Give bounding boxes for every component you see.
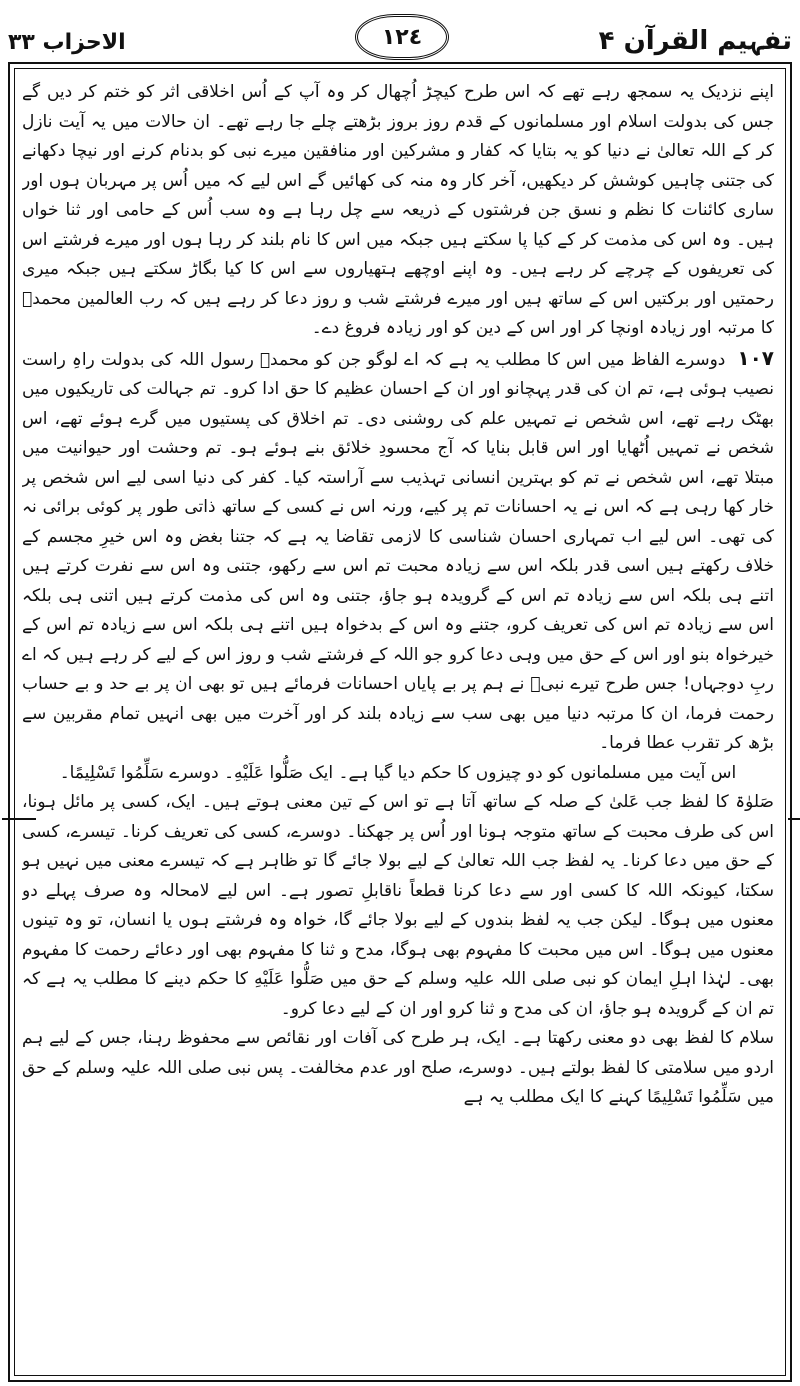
page-number: ١٢٤	[381, 24, 423, 50]
commentary-body	[22, 78, 774, 1368]
margin-marker-right	[788, 818, 800, 820]
page-number-badge	[355, 14, 449, 60]
paragraph-intro: اپنے نزدیک یہ سمجھ رہے تھے کہ اس طرح کیچڑ اُچھال کر وہ آپ کے اُس اخلاقی اثر کو ختم کر دیں گے جس کی بدولت اسلام اور مسلمانوں کے قدم روز بروز بڑھتے چلے جا رہے تھے۔ ان حالات میں یہ آیت نازل کر کے اللہ تعالیٰ نے دنیا کو یہ بتایا کہ کفار و مشرکین اور منافقین میرے نبی کو بدنام کرنے اور نیچا دکھانے کی جتنی چاہیں کوشش کر دیکھیں، آخر کار وہ منہ کی کھائیں گے اس لیے کہ میں اُس پر مہربان ہوں اور ساری کائنات کا نظم و نسق جن فرشتوں کے ذریعہ سے چل رہا ہے وہ سب اُس کے حامی اور ثنا خواں ہیں۔ وہ اس کی مذمت کر کے کیا پا سکتے ہیں جبکہ میں اس کا نام بلند کر رہا ہوں اور میرے فرشتے اس کی تعریفوں کے چرچے کر رہے ہیں۔ وہ اپنے اوچھے ہتھیاروں سے اس کا کیا بگاڑ سکتے ہیں جبکہ میری رحمتیں اور برکتیں اس کے ساتھ ہیں اور میرے فرشتے شب و روز دعا کر رہے ہیں کہ رب العالمین محمدؐ کا مرتبہ اور زیادہ اونچا کر اور اس کے دین کو اور زیادہ فروغ دے۔	[22, 82, 774, 338]
book-title: تفہیم القرآن ۴	[598, 26, 792, 56]
verse-instruction-line: اس آیت میں مسلمانوں کو دو چیزوں کا حکم دیا گیا ہے۔ ایک صَلُّوا عَلَيْهِ۔ دوسرے سَلِّمُوا تَسْلِيمًا۔	[59, 762, 737, 783]
footnote-107	[22, 344, 774, 759]
page-header	[0, 0, 800, 62]
footnote-text: دوسرے الفاظ میں اس کا مطلب یہ ہے کہ اے لوگو جن کو محمدؐ رسول اللہ کی بدولت راہِ راست نصیب ہوئی ہے، تم ان کی قدر پہچانو اور ان کے احسان عظیم کا حق ادا کرو۔ تم جہالت کی تاریکیوں میں بھٹک رہے تھے، اس شخص نے تمہیں علم کی روشنی دی۔ تم اخلاق کی پستیوں میں گرے ہوئے تھے، اس شخص نے تمہیں اُٹھایا اور اس قابل بنایا کہ آج محسودِ خلائق بنے ہوئے ہو۔ تم وحشت اور حیوانیت میں مبتلا تھے، اس شخص نے تم کو بہترین انسانی تہذیب سے آراستہ کیا۔ کفر کی دنیا اسی لیے اس شخص پر خار کھا رہی ہے کہ اس نے یہ احسانات تم پر کیے، ورنہ اس نے کسی کے ساتھ ذاتی طور پر کوئی برائی نہ کی تھی۔ اس لیے اب تمہاری احسان شناسی کا لازمی تقاضا یہ ہے کہ جتنا بغض وہ اس خیرِ مجسم کے خلاف رکھتے ہیں اسی قدر بلکہ اس سے زیادہ محبت تم اس سے رکھو، جتنی وہ اس سے نفرت کرتے ہیں اتنے ہی بلکہ اس سے زیادہ تم اس کے گرویدہ ہو جاؤ، جتنی وہ اس کی مذمت کرتے ہیں اتنی ہی بلکہ اس سے زیادہ تم اس کی تعریف کرو، جتنے وہ اس کے بدخواہ ہیں اتنے ہی بلکہ اس سے زیادہ تم اس کے خیرخواہ بنو اور اس کے حق میں وہی دعا کرو جو اللہ کے فرشتے شب و روز اس کے لیے کر رہے ہیں کہ اے ربِ دوجہاں! جس طرح تیرے نبیؐ نے ہم پر بے پایاں احسانات فرمائے ہیں تو بھی ان پر بے حد و بے حساب رحمت فرما، ان کا مرتبہ دنیا میں بھی سب سے زیادہ بلند کر اور آخرت میں بھی انہیں تمام مقربین سے بڑھ کر تقرب عطا فرما۔	[22, 349, 774, 753]
paragraph-salat: صَلوٰۃ کا لفظ جب عَلیٰ کے صلہ کے ساتھ آتا ہے تو اس کے تین معنی ہوتے ہیں۔ ایک، کسی پر مائل ہونا، اس کی طرف محبت کے ساتھ متوجہ ہونا اور اُس پر جھکنا۔ دوسرے، کسی کی تعریف کرنا۔ تیسرے، کسی کے حق میں دعا کرنا۔ یہ لفظ جب اللہ تعالیٰ کے لیے بولا جائے گا تو ظاہر ہے کہ تیسرے معنی میں نہیں ہو سکتا، کیونکہ اللہ کا کسی اور سے دعا کرنا قطعاً ناقابلِ تصور ہے۔ اس لیے لامحالہ وہ صرف پہلے دو معنوں میں ہوگا۔ لیکن جب یہ لفظ بندوں کے لیے بولا جائے گا، خواہ وہ فرشتے ہوں یا انسان، تو وہ تینوں معنوں میں ہوگا۔ اس میں محبت کا مفہوم بھی ہوگا، مدح و ثنا کا مفہوم بھی اور دعائے رحمت کا مفہوم بھی۔ لہٰذا اہلِ ایمان کو نبی صلی اللہ علیہ وسلم کے حق میں صَلُّوا عَلَيْهِ کا حکم دینے کا مطلب یہ ہے کہ تم ان کے گرویدہ ہو جاؤ، ان کی مدح و ثنا کرو اور ان کے لیے دعا کرو۔	[22, 792, 774, 1019]
paragraph-salam: سلام کا لفظ بھی دو معنی رکھتا ہے۔ ایک، ہر طرح کی آفات اور نقائص سے محفوظ رہنا، جس کے لیے ہم اردو میں سلامتی کا لفظ بولتے ہیں۔ دوسرے، صلح اور عدم مخالفت۔ پس نبی صلی اللہ علیہ وسلم کے حق میں سَلِّمُوا تَسْلِيمًا کہنے کا ایک مطلب یہ ہے	[22, 1028, 774, 1107]
surah-title: الاحزاب ٣٣	[8, 30, 126, 55]
footnote-number: ١٠٧	[737, 345, 774, 370]
